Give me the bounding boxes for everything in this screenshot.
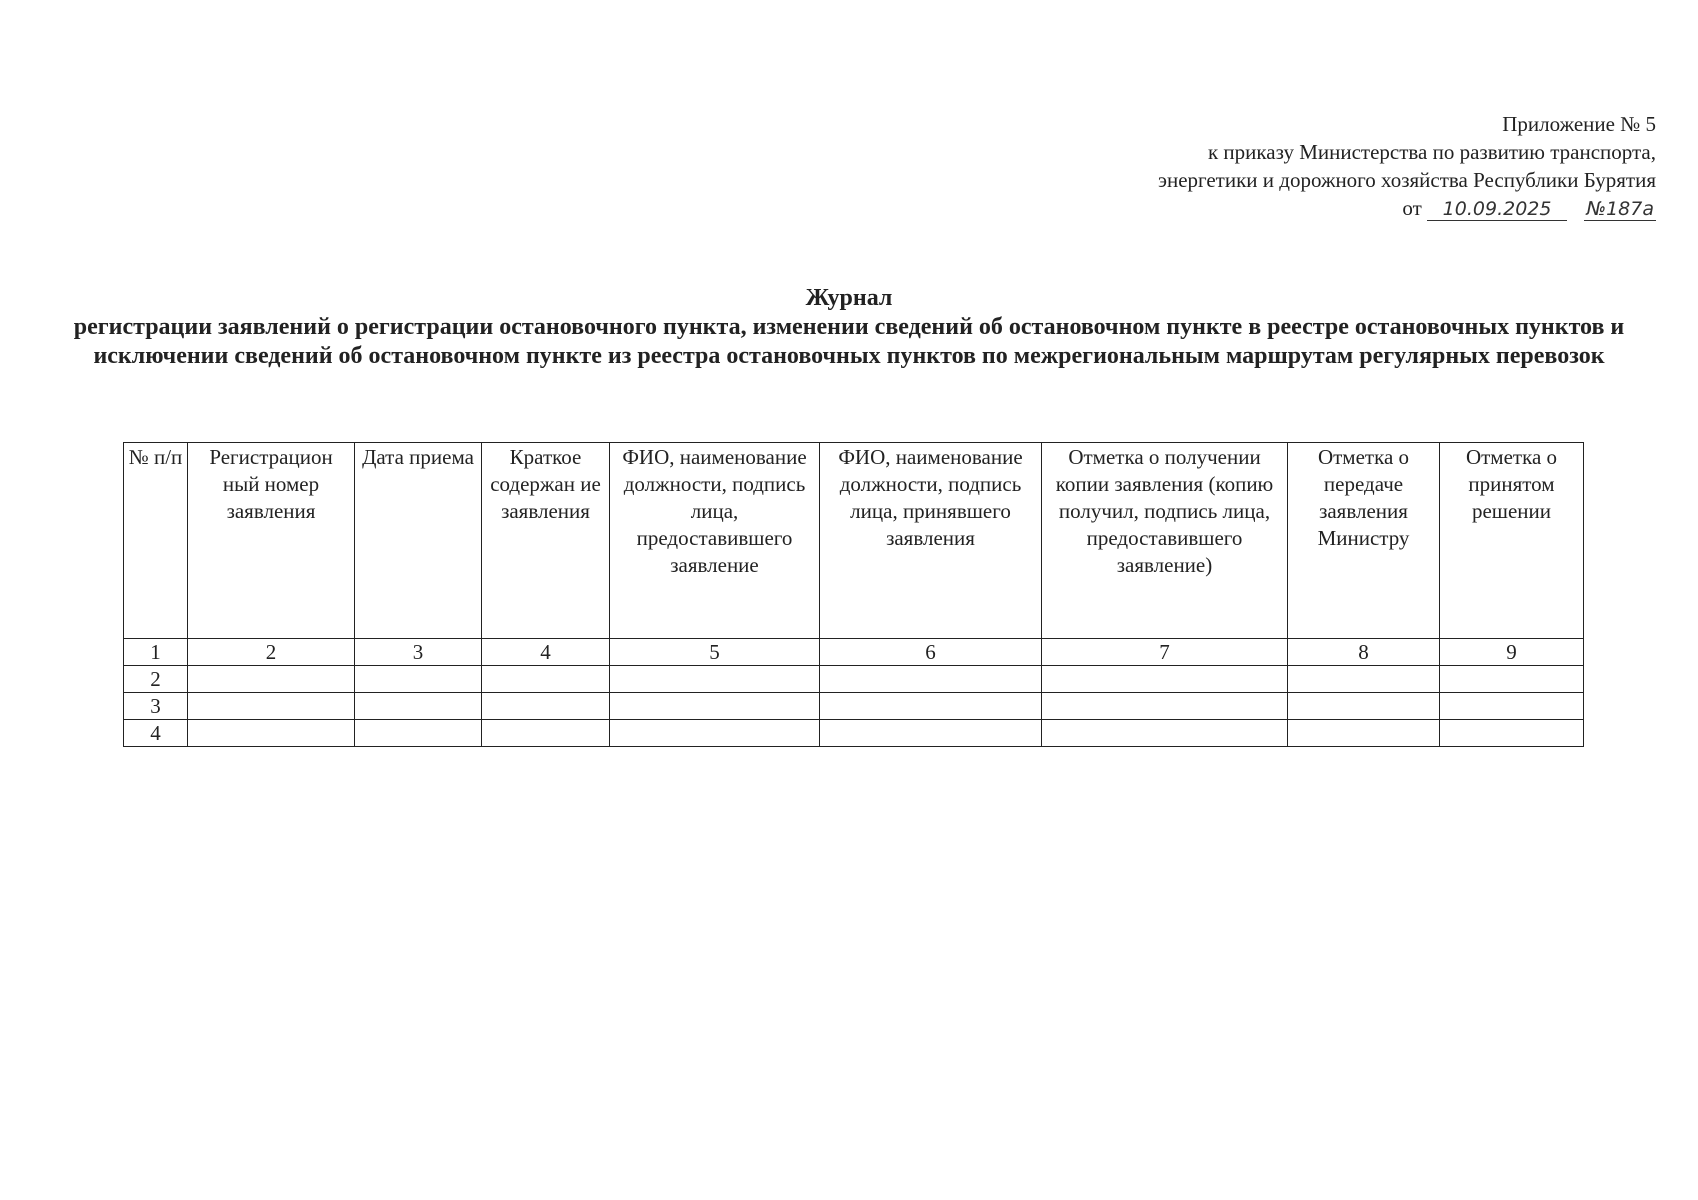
header-registration-number: Регистрацион ный номер заявления: [188, 443, 355, 639]
table-cell: [610, 666, 820, 693]
table-cell: 3: [355, 639, 482, 666]
table-header-row: [124, 443, 1584, 639]
date-prefix: от: [1402, 196, 1422, 220]
appendix-number: Приложение № 5: [1502, 112, 1656, 136]
table-cell: [188, 666, 355, 693]
title-main: Журнал: [805, 285, 893, 311]
header-receipt-date: Дата приема: [355, 443, 482, 639]
table-cell: 3: [124, 693, 188, 720]
handwritten-date: 10.09.2025: [1427, 198, 1567, 221]
table-cell: 4: [482, 639, 610, 666]
table-cell: [1440, 693, 1584, 720]
table-cell: [355, 693, 482, 720]
table-cell: [820, 666, 1042, 693]
table-cell: 6: [820, 639, 1042, 666]
table-cell: [1042, 693, 1288, 720]
header-receiver: ФИО, наименование должности, подпись лица, принявшего заявления: [820, 443, 1042, 639]
header-decision: Отметка о принятом решении: [1440, 443, 1584, 639]
table-cell: [1288, 693, 1440, 720]
journal-table: [123, 442, 1584, 747]
table-row: [124, 639, 1584, 666]
table-cell: [610, 720, 820, 747]
table-cell: 2: [188, 639, 355, 666]
table-cell: 5: [610, 639, 820, 666]
table-cell: 1: [124, 639, 188, 666]
table-cell: [482, 666, 610, 693]
table-cell: [610, 693, 820, 720]
table-cell: 2: [124, 666, 188, 693]
order-date-line: [896, 194, 1656, 222]
table-row: [124, 666, 1584, 693]
handwritten-number: №187а: [1586, 198, 1654, 220]
header-copy-received: Отметка о получении копии заявления (копию получил, подпись лица, предоставившего заявление): [1042, 443, 1288, 639]
table-cell: [1042, 666, 1288, 693]
table-cell: [1288, 720, 1440, 747]
document-title: [60, 284, 1638, 371]
header-transfer-to-minister: Отметка о передаче заявления Министру: [1288, 443, 1440, 639]
table-cell: [1440, 666, 1584, 693]
table-cell: 9: [1440, 639, 1584, 666]
table-cell: [1288, 666, 1440, 693]
table-cell: 8: [1288, 639, 1440, 666]
appendix-header: [896, 110, 1656, 222]
appendix-order-ref: к приказу Министерства по развитию транспорта,: [1207, 140, 1656, 164]
title-subtitle: регистрации заявлений о регистрации остановочного пункта, изменении сведений об остановочном пункте в реестре остановочных пунктов и исключении сведений об остановочном пункте из реестра остановочных пунктов по межрегиональным маршрутам регулярных перевозок: [73, 314, 1625, 369]
table-cell: [355, 720, 482, 747]
table-cell: [188, 720, 355, 747]
header-applicant: ФИО, наименование должности, подпись лица, предоставившего заявление: [610, 443, 820, 639]
appendix-ministry: энергетики и дорожного хозяйства Республики Бурятия: [1157, 168, 1656, 192]
table-cell: [820, 693, 1042, 720]
table-cell: [482, 693, 610, 720]
header-row-number: № п/п: [124, 443, 188, 639]
table-cell: [188, 693, 355, 720]
table-cell: 4: [124, 720, 188, 747]
table-row: [124, 720, 1584, 747]
table-cell: [820, 720, 1042, 747]
table-cell: [355, 666, 482, 693]
table-cell: [1042, 720, 1288, 747]
table-row: [124, 693, 1584, 720]
table-cell: [1440, 720, 1584, 747]
table-cell: [482, 720, 610, 747]
header-summary: Краткое содержан ие заявления: [482, 443, 610, 639]
table-cell: 7: [1042, 639, 1288, 666]
